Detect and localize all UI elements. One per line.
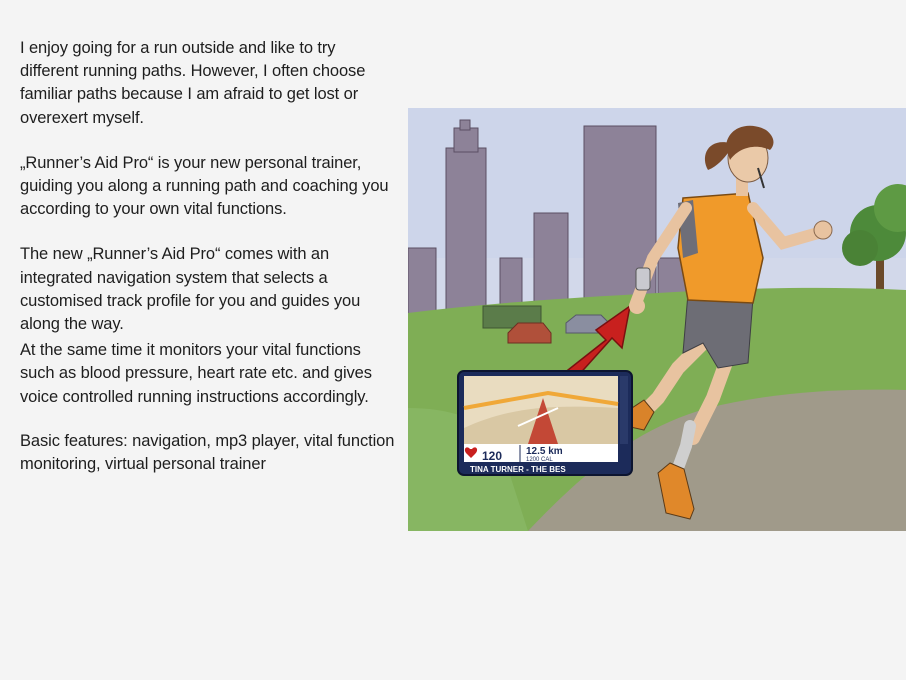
runner-illustration — [408, 108, 906, 531]
heart-rate-value: 120 — [482, 449, 503, 463]
navigation-paragraph: The new „Runner’s Aid Pro“ comes with an integrated navigation system that selects a customised track profile for you and guides you along the way. — [20, 245, 361, 334]
navigation-device — [458, 371, 632, 475]
song-title: TINA TURNER - THE BES — [470, 465, 566, 474]
distance-value: 12.5 km — [526, 446, 563, 457]
monitoring-paragraph: At the same time it monitors your vital functions such as blood pressure, heart rate etc. and gives voice controlled running instructions accordingly. — [20, 341, 372, 406]
calories-value: 1200 CAL — [526, 457, 553, 463]
intro-paragraph: I enjoy going for a run outside and like to try different running paths. However, I often choose familiar paths because I am afraid to get lost or overexert myself. — [20, 39, 366, 127]
text-column — [20, 37, 395, 476]
armband-device — [636, 268, 650, 290]
product-intro-paragraph: „Runner’s Aid Pro“ is your new personal trainer, guiding you along a running path and coaching you according to your own vital functions. — [20, 153, 389, 219]
features-paragraph: Basic features: navigation, mp3 player, vital function monitoring, virtual personal trainer — [20, 431, 395, 474]
